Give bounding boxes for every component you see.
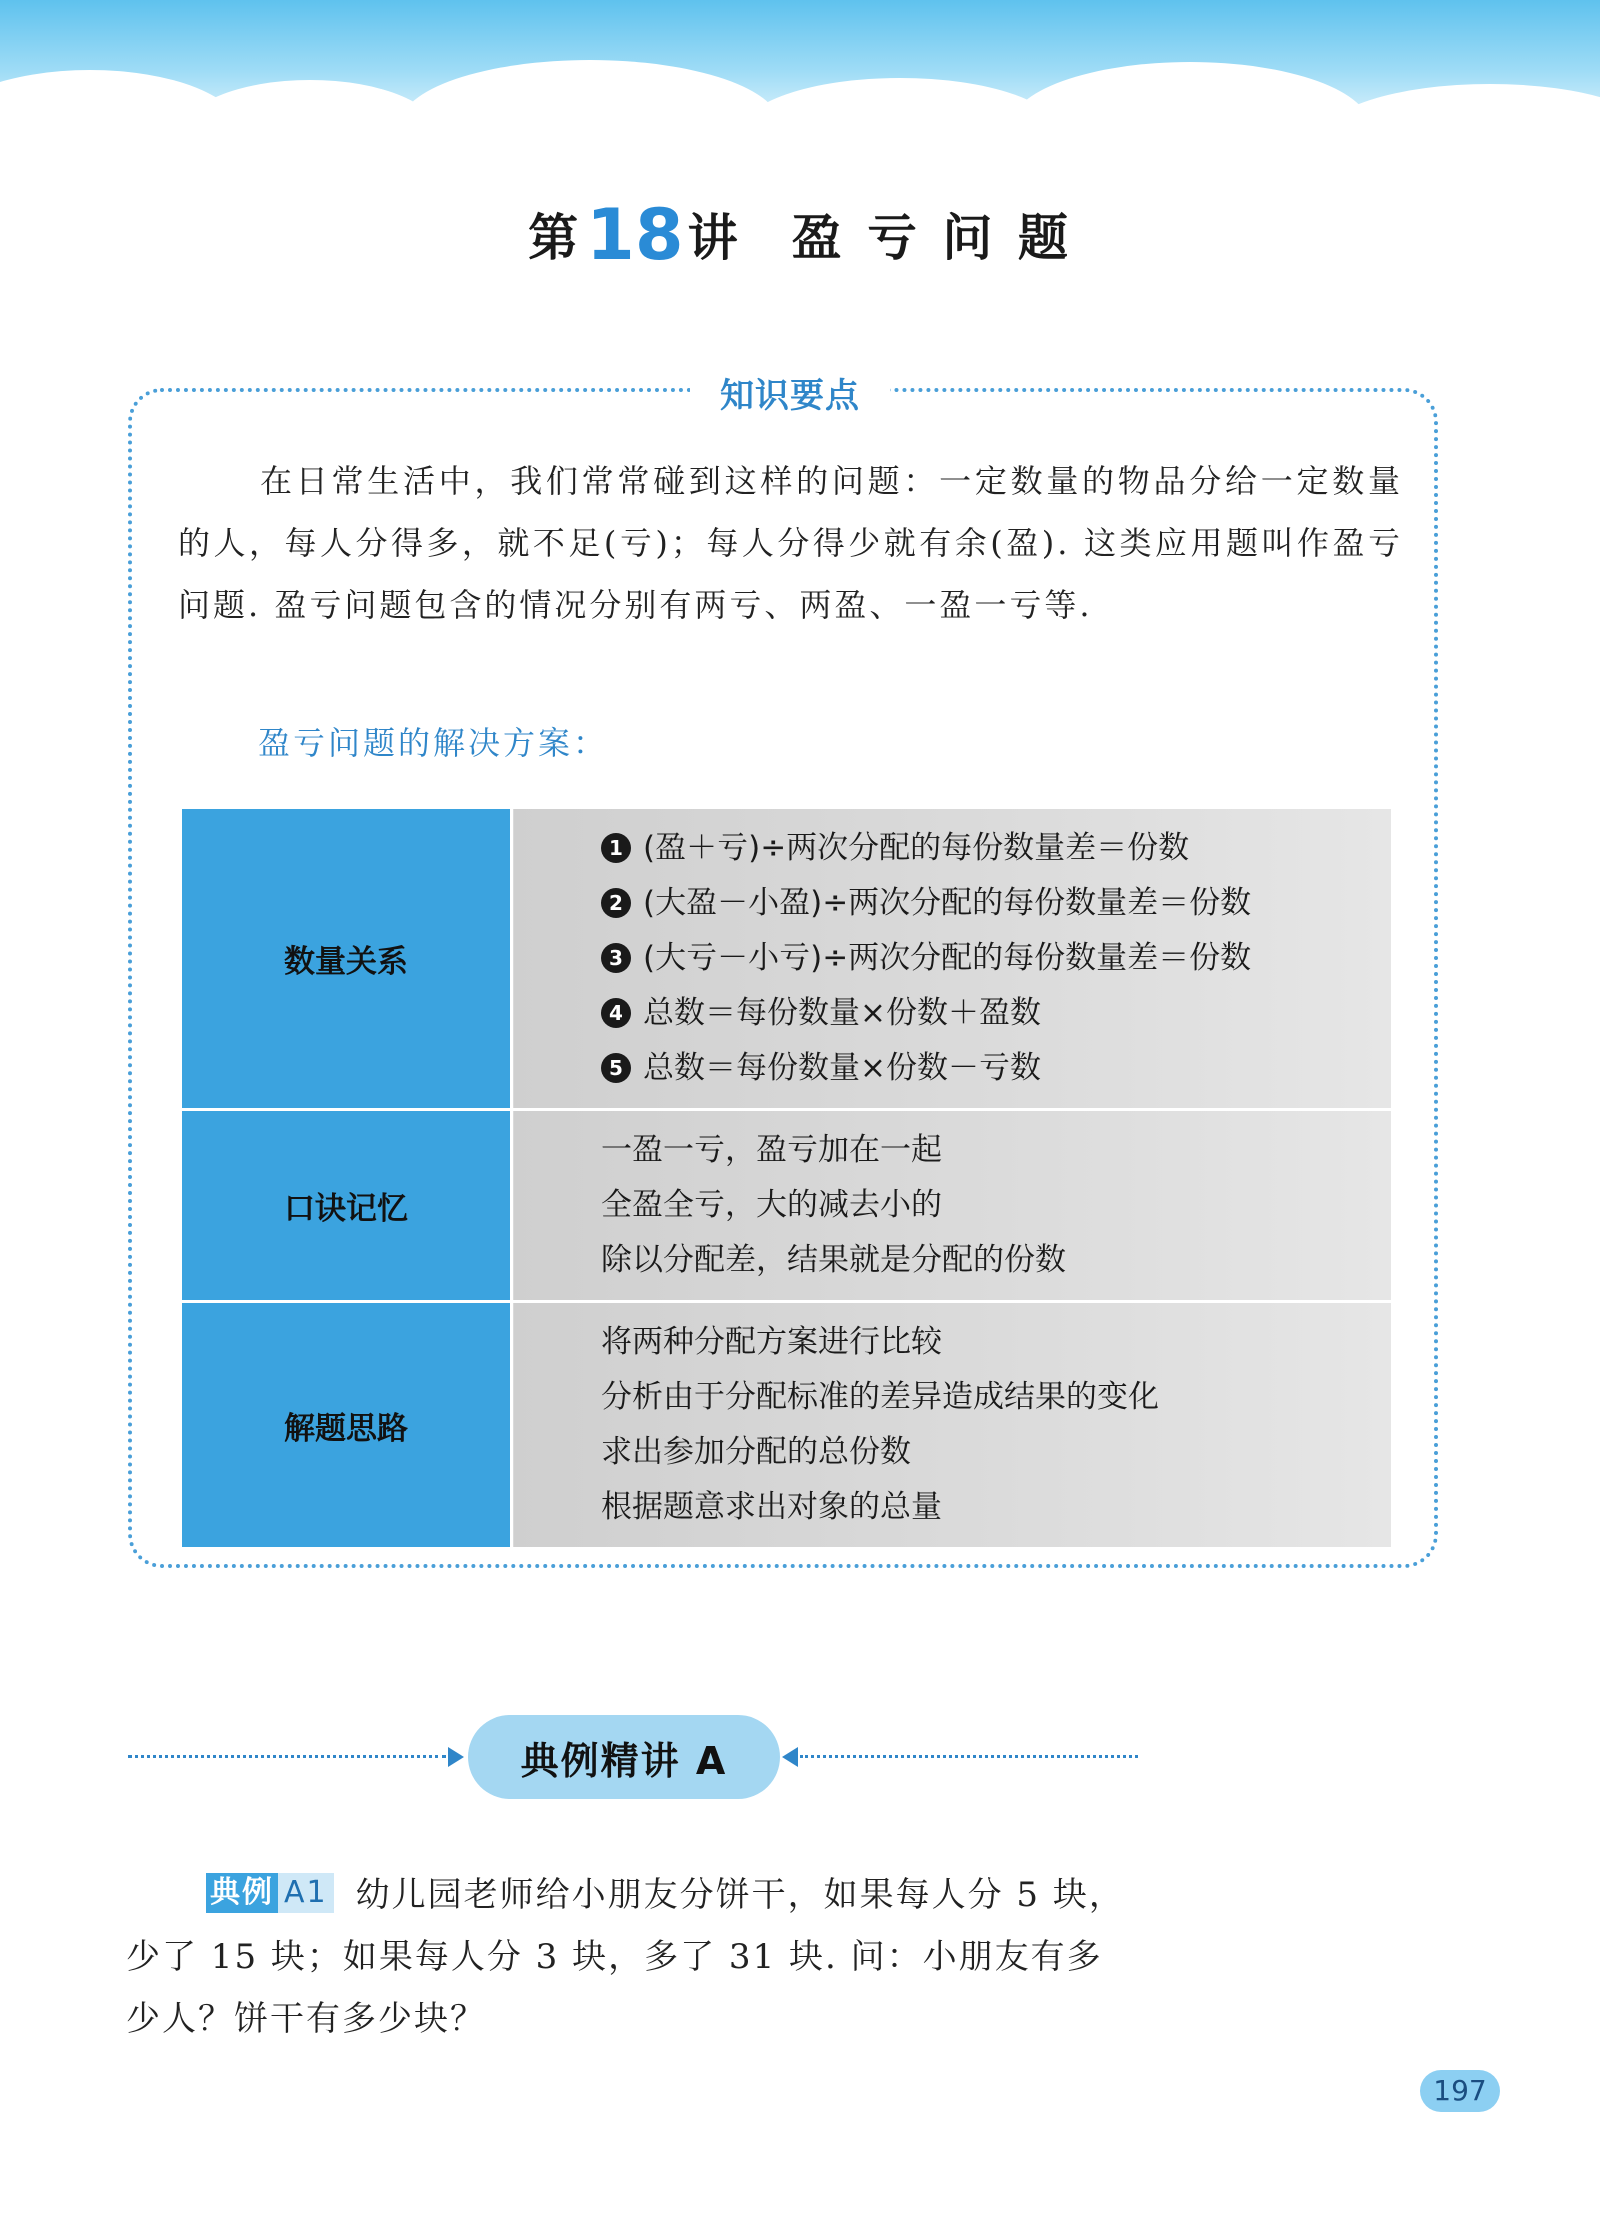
example-a1 — [126, 1864, 1136, 2050]
example-id: A1 — [278, 1873, 334, 1913]
section-divider — [128, 1707, 1138, 1807]
dotted-line — [800, 1755, 1138, 1758]
example-badge: 典例 — [206, 1873, 278, 1913]
knowledge-label: 知识要点 — [690, 368, 890, 417]
circled-number-icon: 4 — [601, 998, 631, 1028]
arrow-right-icon — [448, 1747, 464, 1767]
approach-line: 求出参加分配的总份数 — [601, 1434, 911, 1470]
formula-text: 总数＝每份数量×份数＋盈数 — [643, 995, 1041, 1031]
section-pill — [468, 1715, 780, 1799]
table-row — [181, 808, 1393, 1110]
chapter-prefix: 第 — [528, 208, 583, 267]
dotted-line — [128, 1755, 446, 1758]
circled-number-icon: 3 — [601, 943, 631, 973]
chapter-number: 18 — [586, 194, 684, 276]
approach-line: 将两种分配方案进行比较 — [601, 1324, 942, 1360]
formula-line — [601, 931, 1391, 986]
formula-text: (大亏－小亏)÷两次分配的每份数量差＝份数 — [643, 940, 1252, 976]
cloud-shape — [1320, 84, 1600, 130]
approach-line: 根据题意求出对象的总量 — [601, 1489, 942, 1525]
formula-line — [601, 986, 1391, 1041]
knowledge-intro: 在日常生活中，我们常常碰到这样的问题：一定数量的物品分给一定数量的人，每人分得多，就不足(亏)；每人分得少就有余(盈). 这类应用题叫作盈亏问题. 盈亏问题包含的情况分别有两亏、两盈、一盈一亏等. — [178, 462, 1403, 624]
formula-line — [601, 821, 1391, 876]
formula-text: (盈＋亏)÷两次分配的每份数量差＝份数 — [643, 830, 1190, 866]
approach-line: 分析由于分配标准的差异造成结果的变化 — [601, 1379, 1159, 1415]
mnemonic-line: 全盈全亏，大的减去小的 — [601, 1187, 942, 1223]
section-title: 典例精讲 A — [520, 1738, 728, 1783]
formula-line — [601, 876, 1391, 931]
mnemonic-line: 一盈一亏，盈亏加在一起 — [601, 1132, 942, 1168]
solution-subheading: 盈亏问题的解决方案： — [258, 724, 609, 762]
chapter-suffix: 讲 — [687, 208, 742, 267]
row-content-mnemonic — [512, 1110, 1393, 1302]
chapter-title — [0, 190, 1600, 276]
circled-number-icon: 2 — [601, 888, 631, 918]
chapter-name: 盈 亏 问 题 — [791, 208, 1072, 267]
cloud-shape — [1010, 62, 1370, 130]
sky-banner — [0, 0, 1600, 130]
cloud-shape — [400, 60, 780, 130]
example-text: 幼儿园老师给小朋友分饼干，如果每人分 5 块，少了 15 块；如果每人分 3 块，多了 31 块. 问：小朋友有多少人？饼干有多少块？ — [126, 1875, 1125, 2039]
circled-number-icon: 5 — [601, 1053, 631, 1083]
arrow-left-icon — [782, 1747, 798, 1767]
formula-text: 总数＝每份数量×份数－亏数 — [643, 1050, 1041, 1086]
solution-table — [179, 806, 1394, 1550]
page-number: 197 — [1420, 2070, 1500, 2112]
mnemonic-line: 除以分配差，结果就是分配的份数 — [601, 1242, 1066, 1278]
table-row — [181, 1302, 1393, 1549]
formula-line — [601, 1041, 1391, 1096]
circled-number-icon: 1 — [601, 833, 631, 863]
formula-text: (大盈－小盈)÷两次分配的每份数量差＝份数 — [643, 885, 1252, 921]
row-label-mnemonic: 口诀记忆 — [181, 1110, 512, 1302]
row-label-approach: 解题思路 — [181, 1302, 512, 1549]
row-content-approach — [512, 1302, 1393, 1549]
row-content-quantity — [512, 808, 1393, 1110]
table-row — [181, 1110, 1393, 1302]
row-label-quantity: 数量关系 — [181, 808, 512, 1110]
